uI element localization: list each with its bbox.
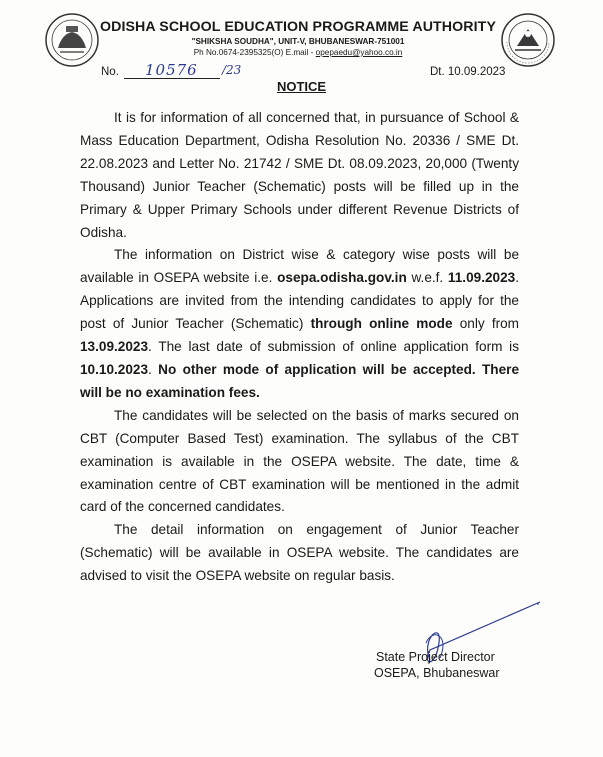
paragraph-2 — [80, 244, 519, 404]
contact-phone: Ph No.0674-2395325(O) E.mail - — [193, 48, 314, 57]
organization-name: ODISHA SCHOOL EDUCATION PROGRAMME AUTHORITY — [99, 19, 497, 35]
info-date-bold: 11.09.2023 — [447, 270, 516, 286]
odisha-emblem-logo — [44, 12, 100, 68]
reference-number-label: No. — [101, 66, 119, 78]
notice-body — [80, 107, 519, 588]
osepa-website-bold: osepa.odisha.gov.in — [277, 270, 407, 286]
p2-text-3: . Applications are invited from the intending candidates to apply for the post of Junior Teacher (Schematic) — [80, 270, 519, 332]
reference-number-suffix: /23 — [222, 63, 242, 77]
online-mode-bold: through online mode — [310, 316, 453, 332]
notice-date: Dt. 10.09.2023 — [430, 66, 506, 78]
contact-email-link[interactable]: opepaedu@yahoo.co.in — [315, 48, 403, 57]
p2-text-4: only from — [452, 316, 520, 332]
organization-address: "SHIKSHA SOUDHA", UNIT-V, BHUBANESWAR-751001 — [191, 37, 405, 46]
last-date-bold: 10.10.2023 — [80, 361, 149, 377]
p2-text-6: . — [148, 361, 159, 377]
start-date-bold: 13.09.2023 — [80, 339, 149, 355]
no-other-mode-bold: No other mode of application will be accepted. There will be no examination fees. — [80, 361, 520, 400]
reference-number-handwritten: 10576 — [145, 61, 198, 79]
p2-text-2: w.e.f. — [406, 270, 448, 286]
paragraph-1: It is for information of all concerned that, in pursuance of School & Mass Education Department, Odisha Resolution No. 20336 / SME Dt. 22.08.2023 and Letter No. 21742 / SME Dt. 08.09.2023, 20,000 (Twenty Thousand) Junior Teacher (Schematic) posts will be filled up in the Primary & Upper Primary Schools under different Revenue Districts of Odisha. — [80, 110, 519, 240]
signatory-title: State Project Director — [376, 650, 495, 664]
notice-title: NOTICE — [276, 79, 327, 94]
p2-text-5: . The last date of submission of online application form is — [148, 339, 519, 355]
signatory-office: OSEPA, Bhubaneswar — [374, 666, 500, 680]
osepa-seal-logo — [500, 12, 556, 68]
paragraph-4: The detail information on engagement of Junior Teacher (Schematic) will be available in OSEPA website. The candidates are advised to visit the OSEPA website on regular basis. — [80, 522, 519, 584]
p2-text-1: The information on District wise & category wise posts will be available in OSEPA website i.e. — [80, 247, 519, 286]
organization-contact — [98, 48, 498, 57]
paragraph-3: The candidates will be selected on the basis of marks secured on CBT (Computer Based Test) examination. The syllabus of the CBT examination is available in the OSEPA website. The date, time & examination centre of CBT examination will be mentioned in the admit card of the concerned candidates. — [80, 407, 519, 515]
